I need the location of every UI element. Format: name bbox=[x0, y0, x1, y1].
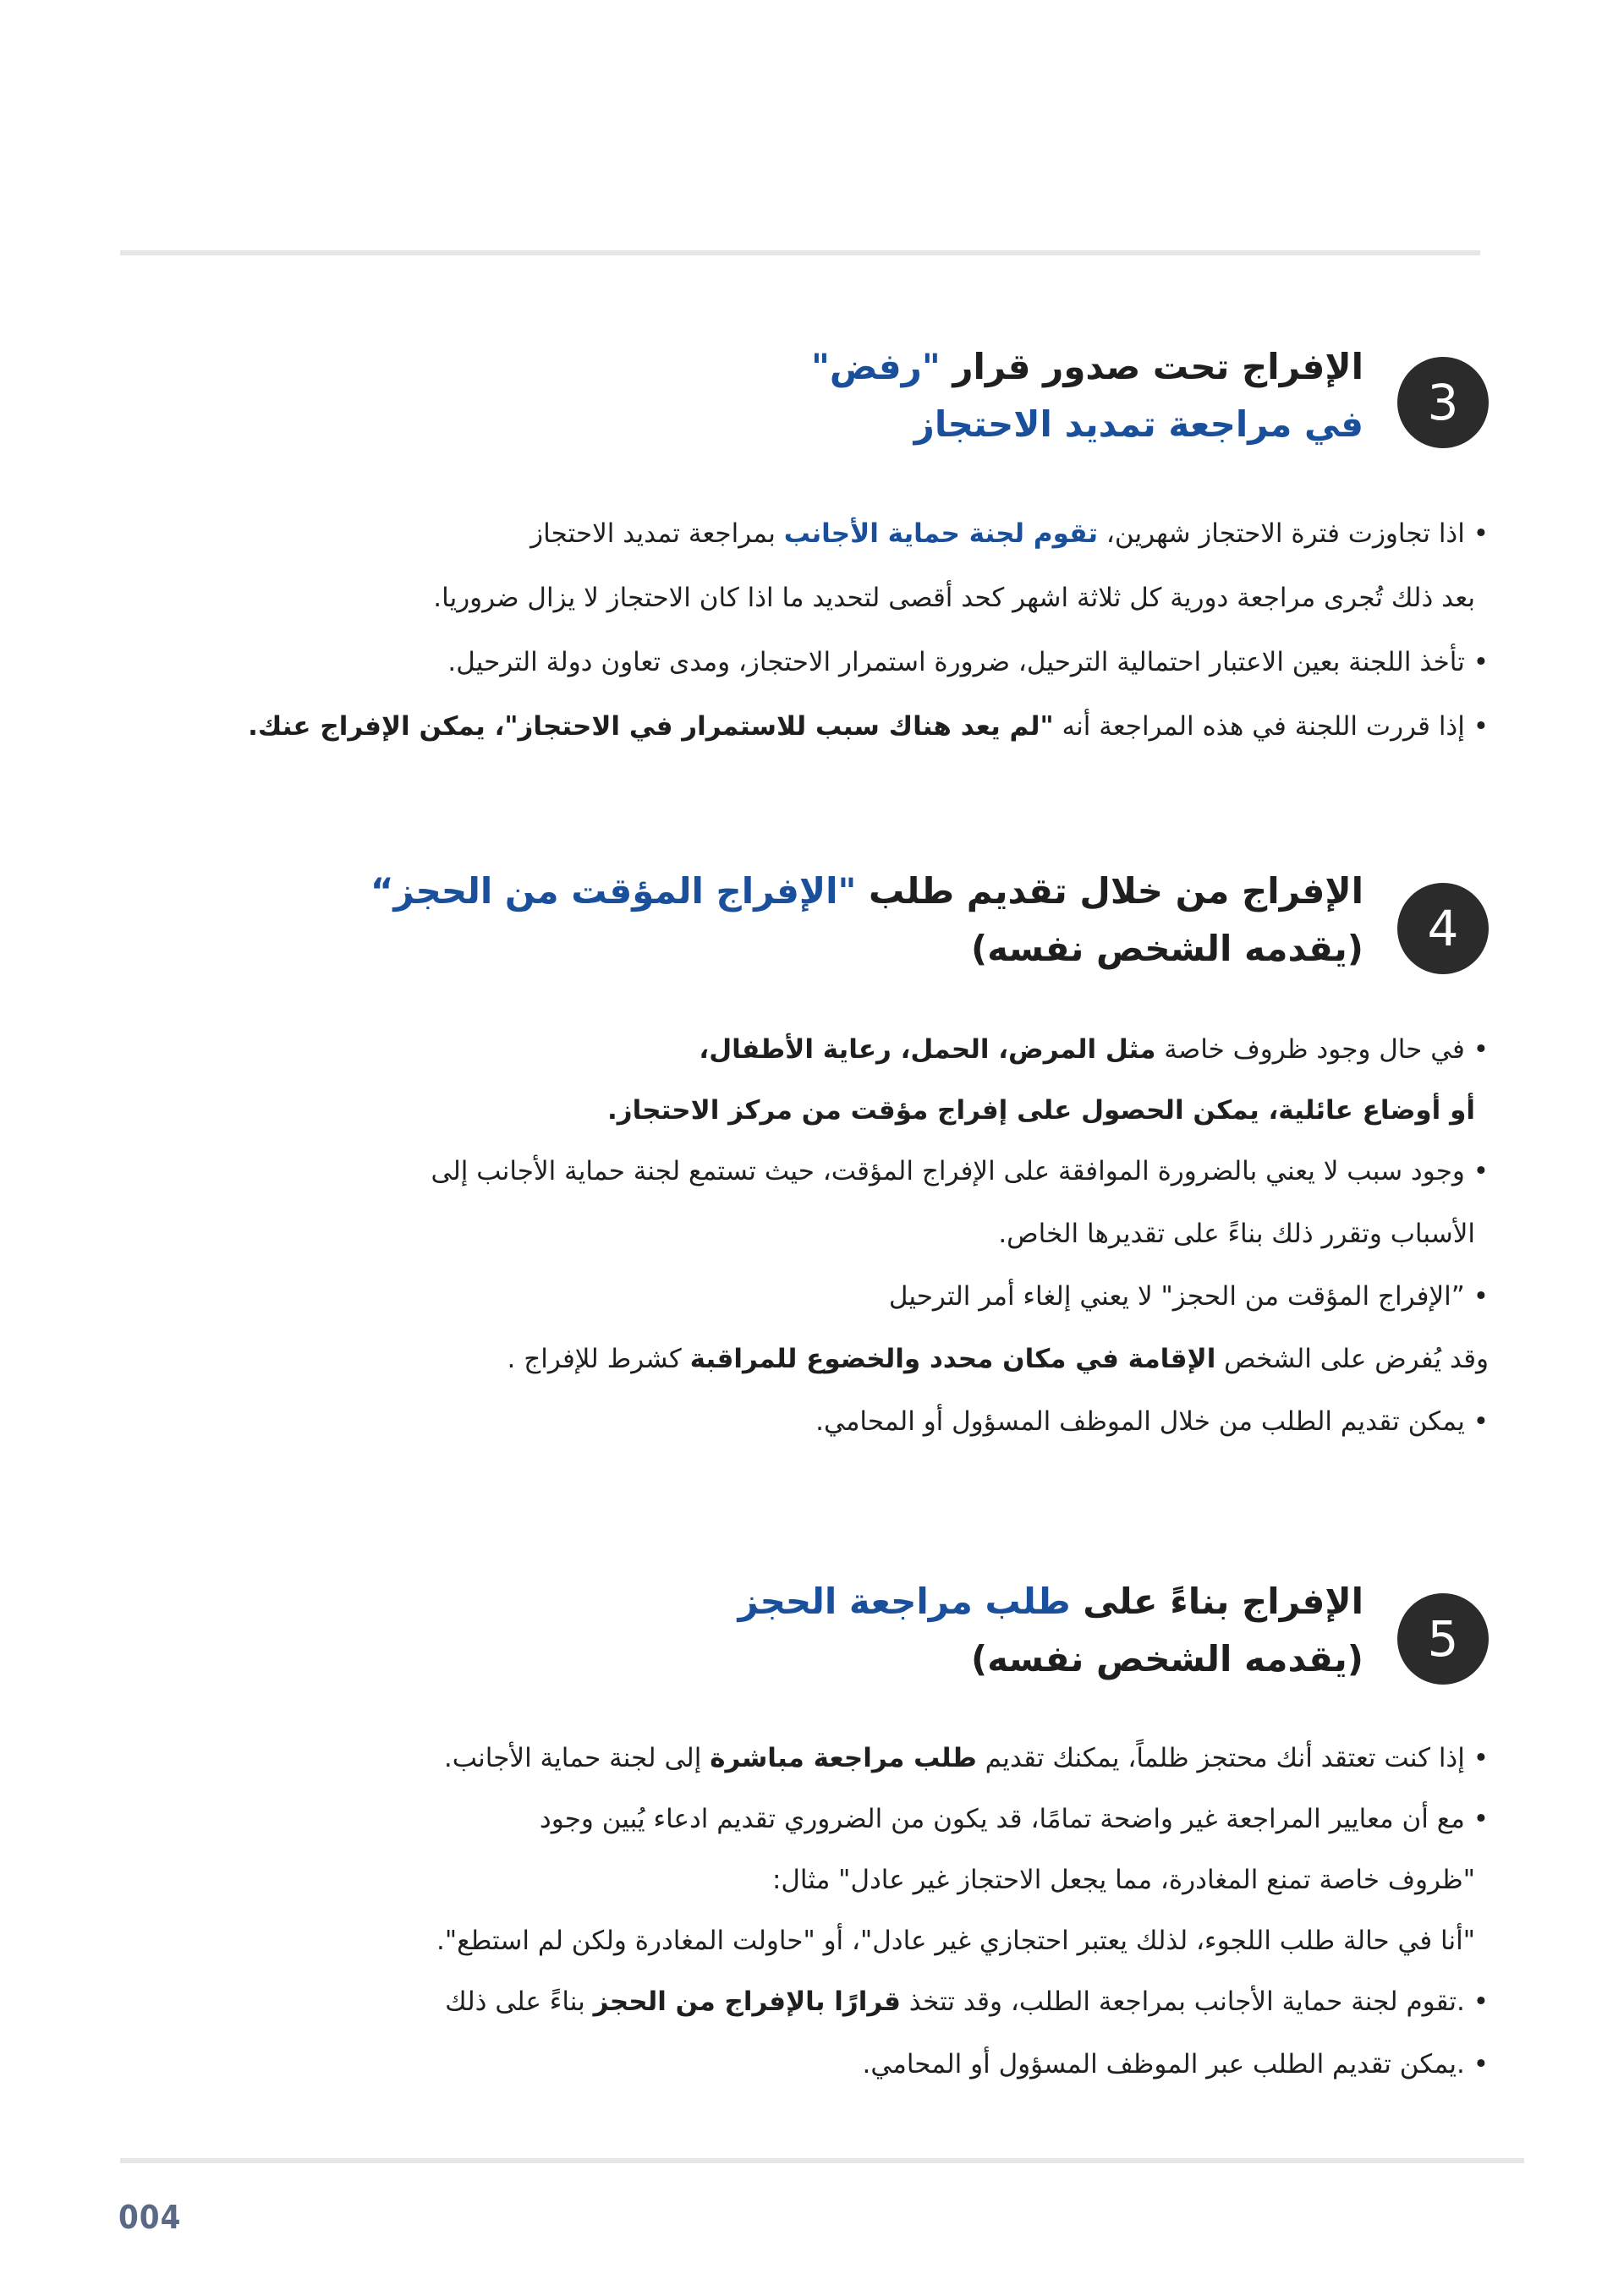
paragraph-line: • .تقوم لجنة حماية الأجانب بمراجعة الطلب، وقد تتخذ قرارًا بالإفراج من الحجز بناءً على ذلك bbox=[445, 1986, 1489, 2017]
paragraph-line: "ظروف خاصة تمنع المغادرة، مما يجعل الاحتجاز غير عادل" مثال: bbox=[771, 1865, 1475, 1895]
section-5 bbox=[51, 1573, 1489, 2123]
paragraph-line: الأسباب وتقرر ذلك بناءً على تقديرها الخاص. bbox=[998, 1219, 1475, 1249]
paragraph-line: وقد يُفرض على الشخص الإقامة في مكان محدد والخضوع للمراقبة كشرط للإفراج . bbox=[507, 1344, 1489, 1374]
section-title: الإفراج من خلال تقديم طلب "الإفراج المؤقت من الحجز“ (يقدمه الشخص نفسه) bbox=[370, 870, 1363, 969]
paragraph-line: • .يمكن تقديم الطلب عبر الموظف المسؤول أو المحامي. bbox=[862, 2049, 1489, 2080]
paragraph-line: • تأخذ اللجنة بعين الاعتبار احتمالية الترحيل، ضرورة استمرار الاحتجاز، ومدى تعاون دولة الترحيل. bbox=[447, 647, 1489, 677]
section-number-badge: 5 bbox=[1397, 1593, 1489, 1685]
paragraph-line: • وجود سبب لا يعني بالضرورة الموافقة على الإفراج المؤقت، حيث تستمع لجنة حماية الأجانب إلى bbox=[431, 1156, 1489, 1186]
paragraph-line: • ”الإفراج المؤقت من الحجز" لا يعني إلغاء أمر الترحيل bbox=[888, 1281, 1489, 1312]
paragraph-line: • إذا كنت تعتقد أنك محتجز ظلماً، يمكنك تقديم طلب مراجعة مباشرة إلى لجنة حماية الأجانب. bbox=[443, 1743, 1489, 1773]
paragraph-line: "أنا في حالة طلب اللجوء، لذلك يعتبر احتجازي غير عادل"، أو "حاولت المغادرة ولكن لم استطع". bbox=[436, 1926, 1475, 1956]
bottom-divider bbox=[120, 2158, 1524, 2163]
paragraph-line: أو أوضاع عائلية، يمكن الحصول على إفراج مؤقت من مركز الاحتجاز. bbox=[607, 1095, 1475, 1126]
top-divider bbox=[120, 250, 1480, 255]
paragraph-line: • إذا قررت اللجنة في هذه المراجعة أنه "لم يعد هناك سبب للاستمرار في الاحتجاز"، يمكن الإفراج عنك. bbox=[248, 711, 1489, 742]
paragraph-line: • يمكن تقديم الطلب من خلال الموظف المسؤول أو المحامي. bbox=[815, 1406, 1489, 1437]
section-title: الإفراج بناءً على طلب مراجعة الحجز (يقدمه الشخص نفسه) bbox=[738, 1581, 1363, 1680]
page-number: 004 bbox=[118, 2199, 182, 2236]
section-number-badge: 4 bbox=[1397, 883, 1489, 974]
section-number-badge: 3 bbox=[1397, 357, 1489, 448]
paragraph-line: بعد ذلك تُجرى مراجعة دورية كل ثلاثة اشهر كحد أقصى لتحديد ما اذا كان الاحتجاز لا يزال ضروريا. bbox=[433, 583, 1475, 613]
section-3 bbox=[51, 338, 1489, 761]
paragraph-line: • اذا تجاوزت فترة الاحتجاز شهرين، تقوم لجنة حماية الأجانب بمراجعة تمديد الاحتجاز bbox=[530, 518, 1489, 549]
paragraph-line: • مع أن معايير المراجعة غير واضحة تمامًا، قد يكون من الضروري تقديم ادعاء يُبين وجود bbox=[539, 1804, 1489, 1834]
paragraph-line: • في حال وجود ظروف خاصة مثل المرض، الحمل، رعاية الأطفال، bbox=[699, 1034, 1489, 1065]
section-title: الإفراج تحت صدور قرار "رفض" في مراجعة تمديد الاحتجاز bbox=[810, 346, 1363, 445]
section-4 bbox=[51, 863, 1489, 1471]
